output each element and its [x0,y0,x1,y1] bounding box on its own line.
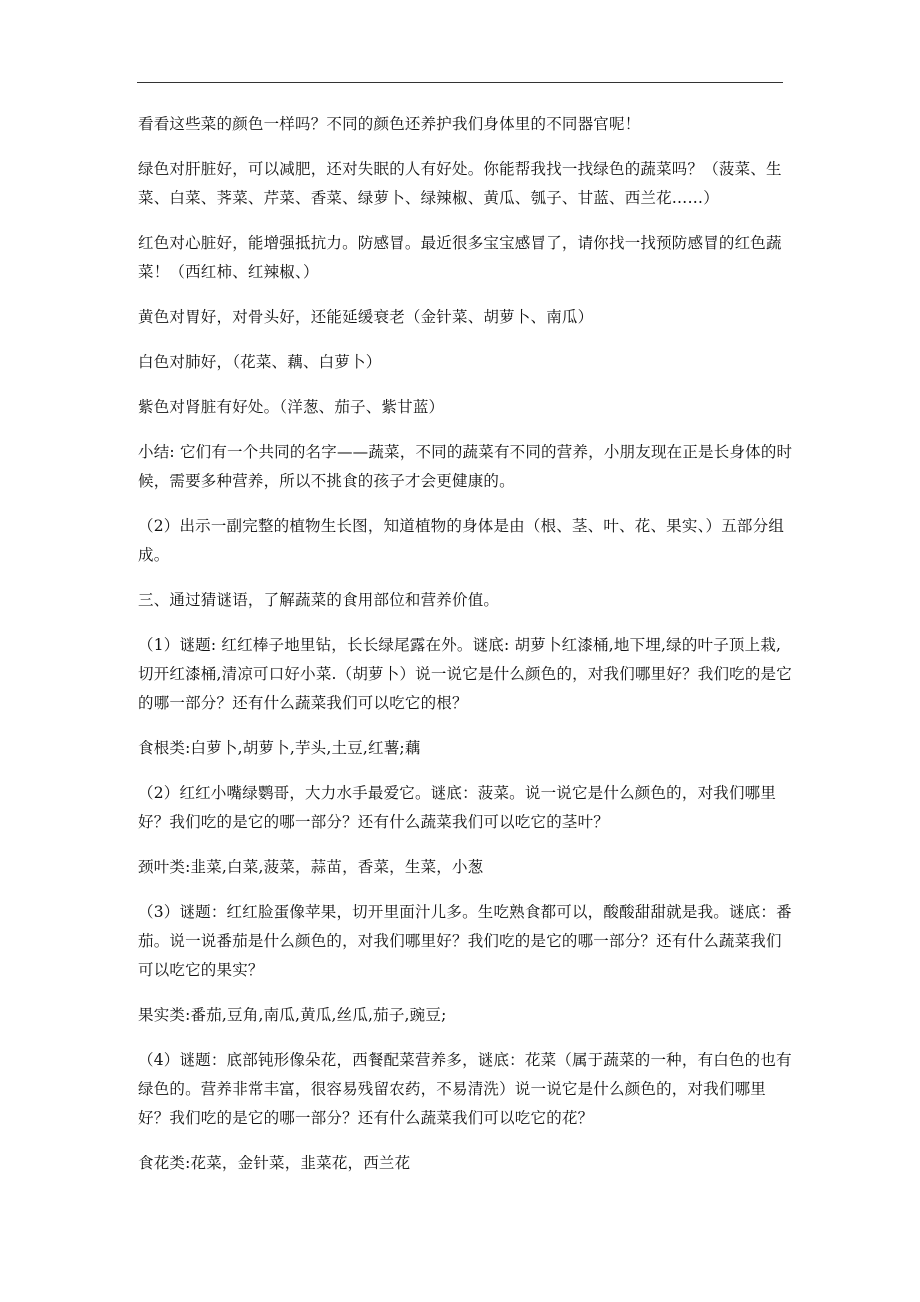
paragraph-riddle-1: （1）谜题: 红红棒子地里钻，长长绿尾露在外。谜底: 胡萝卜红漆桶,地下埋,绿的叶子顶上栽,切开红漆桶,清凉可口好小菜.（胡萝卜）说一说它是什么颜色的，对我们哪里好？我们吃的是它的哪一部分？还有什么蔬菜我们可以吃它的根？ [138,636,792,712]
paragraph-root-vegetables: 食根类:白萝卜,胡萝卜,芋头,土豆,红薯;藕 [138,739,421,757]
paragraph-green: 绿色对肝脏好，可以减肥，还对失眠的人有好处。你能帮我找一找绿色的蔬菜吗？（菠菜、生菜、白菜、荠菜、芹菜、香菜、绿萝卜、绿辣椒、黄瓜、瓠子、甘蓝、西兰花……） [138,160,782,207]
paragraph-riddle-2: （2）红红小嘴绿鹦哥，大力水手最爱它。谜底：菠菜。说一说它是什么颜色的，对我们哪里好？我们吃的是它的哪一部分？还有什么蔬菜我们可以吃它的茎叶？ [138,784,777,831]
document-body [138,110,794,1194]
paragraph-yellow: 黄色对胃好，对骨头好，还能延缓衰老（金针菜、胡萝卜、南瓜） [138,308,594,326]
paragraph-summary: 小结: 它们有一个共同的名字——蔬菜，不同的蔬菜有不同的营养，小朋友现在正是长身体的时候，需要多种营养，所以不挑食的孩子才会更健康的。 [138,443,793,490]
paragraph-riddle-4: （4）谜题：底部钝形像朵花，西餐配菜营养多，谜底：花菜（属于蔬菜的一种，有白色的也有绿色的。营养非常丰富，很容易残留农药，不易清洗）说一说它是什么颜色的，对我们哪里好？我们吃的是它的哪一部分？还有什么蔬菜我们可以吃它的花？ [138,1051,792,1127]
paragraph-leaf-vegetables: 颈叶类:韭菜,白菜,菠菜，蒜苗，香菜，生菜，小葱 [138,858,484,876]
paragraph-white: 白色对肺好，（花菜、藕、白萝卜） [138,353,382,371]
paragraph-purple: 紫色对肾脏有好处。（洋葱、茄子、紫甘蓝） [138,398,445,416]
paragraph-red: 红色对心脏好，能增强抵抗力。防感冒。最近很多宝宝感冒了，请你找一找预防感冒的红色蔬菜！（西红柿、红辣椒、） [138,234,782,281]
header-rule [137,82,783,83]
paragraph-riddle-3: （3）谜题：红红脸蛋像苹果，切开里面汁儿多。生吃熟食都可以，酸酸甜甜就是我。谜底：番茄。说一说番茄是什么颜色的，对我们哪里好？我们吃的是它的哪一部分？还有什么蔬菜我们可以吃它的果实？ [138,903,792,979]
paragraph-flower-vegetables: 食花类:花菜，金针菜，韭菜花，西兰花 [138,1154,411,1172]
paragraph-fruit-vegetables: 果实类:番茄,豆角,南瓜,黄瓜,丝瓜,茄子,豌豆; [138,1006,447,1024]
section-heading-riddles: 三、通过猜谜语，了解蔬菜的食用部位和营养价值。 [138,591,500,609]
paragraph-plant-parts: （2）出示一副完整的植物生长图，知道植物的身体是由（根、茎、叶、花、果实、）五部分组成。 [138,517,785,564]
paragraph-color-intro: 看看这些菜的颜色一样吗？不同的颜色还养护我们身体里的不同器官呢！ [138,115,641,133]
